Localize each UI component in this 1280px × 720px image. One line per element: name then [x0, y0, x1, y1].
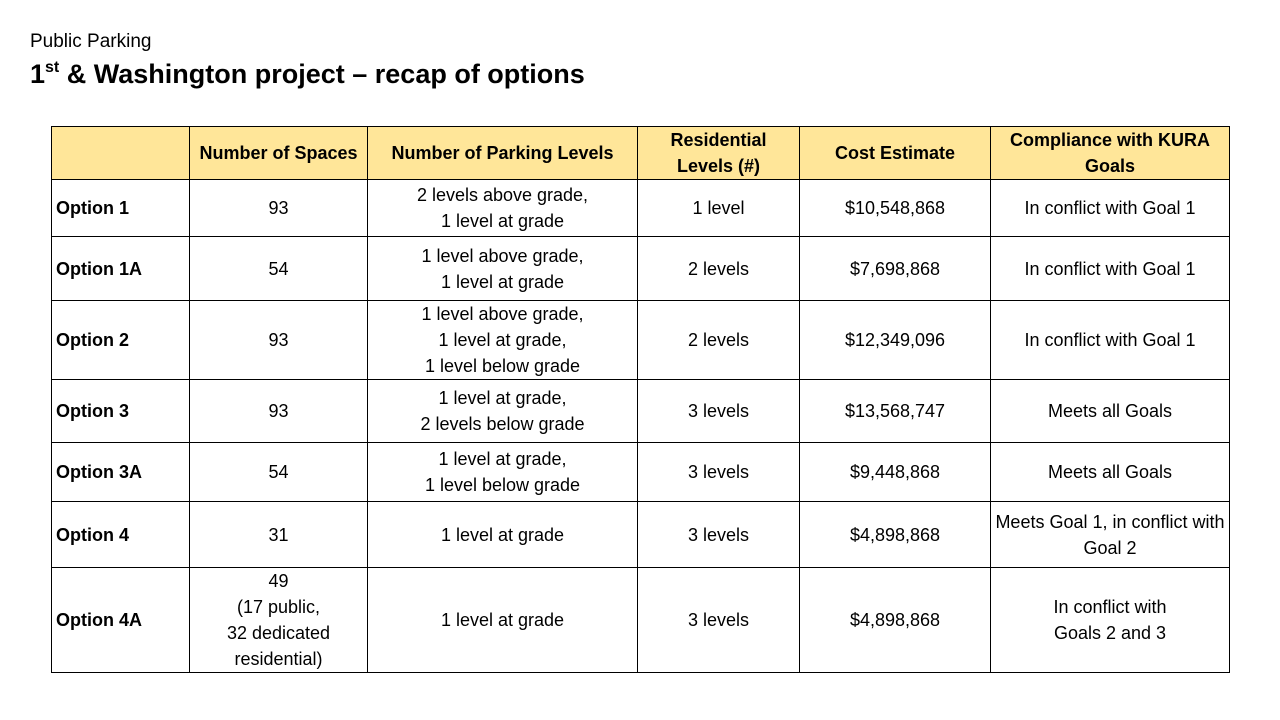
parking-levels-cell: 1 level above grade, 1 level at grade, 1 level below grade [368, 301, 638, 380]
option-name: Option 3 [52, 380, 190, 443]
title-ordinal: 1 [30, 59, 46, 89]
table-row [52, 568, 1230, 673]
title-text: & Washington project – recap of options [59, 59, 585, 89]
page-subtitle: Public Parking [30, 31, 152, 52]
spaces-cell: 31 [190, 502, 368, 568]
options-table [51, 126, 1230, 673]
cost-estimate-cell: $4,898,868 [800, 502, 991, 568]
residential-levels-cell: 3 levels [638, 502, 800, 568]
table-row [52, 502, 1230, 568]
column-header-cost-estimate: Cost Estimate [800, 127, 991, 180]
compliance-cell: In conflict with Goals 2 and 3 [991, 568, 1230, 673]
cost-estimate-cell: $4,898,868 [800, 568, 991, 673]
option-name: Option 1 [52, 180, 190, 237]
cost-estimate-cell: $10,548,868 [800, 180, 991, 237]
parking-levels-cell: 1 level at grade [368, 568, 638, 673]
table-row [52, 301, 1230, 380]
cost-estimate-cell: $9,448,868 [800, 443, 991, 502]
page-title [30, 58, 585, 90]
spaces-cell: 93 [190, 180, 368, 237]
option-name: Option 3A [52, 443, 190, 502]
table-row [52, 380, 1230, 443]
parking-levels-cell: 1 level at grade, 2 levels below grade [368, 380, 638, 443]
option-name: Option 2 [52, 301, 190, 380]
spaces-cell: 49 (17 public, 32 dedicated residential) [190, 568, 368, 673]
table-row [52, 237, 1230, 301]
parking-levels-cell: 1 level at grade, 1 level below grade [368, 443, 638, 502]
spaces-cell: 54 [190, 443, 368, 502]
compliance-cell: Meets all Goals [991, 380, 1230, 443]
compliance-cell: In conflict with Goal 1 [991, 180, 1230, 237]
cost-estimate-cell: $13,568,747 [800, 380, 991, 443]
column-header-residential-levels: Residential Levels (#) [638, 127, 800, 180]
title-ordinal-suffix: st [45, 59, 60, 76]
parking-levels-cell: 1 level at grade [368, 502, 638, 568]
cost-estimate-cell: $7,698,868 [800, 237, 991, 301]
residential-levels-cell: 3 levels [638, 568, 800, 673]
spaces-cell: 93 [190, 301, 368, 380]
parking-levels-cell: 1 level above grade, 1 level at grade [368, 237, 638, 301]
option-name: Option 4A [52, 568, 190, 673]
compliance-cell: In conflict with Goal 1 [991, 301, 1230, 380]
column-header-compliance: Compliance with KURA Goals [991, 127, 1230, 180]
spaces-cell: 93 [190, 380, 368, 443]
residential-levels-cell: 2 levels [638, 237, 800, 301]
residential-levels-cell: 1 level [638, 180, 800, 237]
parking-levels-cell: 2 levels above grade, 1 level at grade [368, 180, 638, 237]
column-header-spaces: Number of Spaces [190, 127, 368, 180]
table-header-row [52, 127, 1230, 180]
compliance-cell: Meets Goal 1, in conflict with Goal 2 [991, 502, 1230, 568]
spaces-cell: 54 [190, 237, 368, 301]
compliance-cell: Meets all Goals [991, 443, 1230, 502]
option-name: Option 4 [52, 502, 190, 568]
option-name: Option 1A [52, 237, 190, 301]
residential-levels-cell: 3 levels [638, 380, 800, 443]
column-header-parking-levels: Number of Parking Levels [368, 127, 638, 180]
residential-levels-cell: 3 levels [638, 443, 800, 502]
compliance-cell: In conflict with Goal 1 [991, 237, 1230, 301]
cost-estimate-cell: $12,349,096 [800, 301, 991, 380]
table-row [52, 443, 1230, 502]
residential-levels-cell: 2 levels [638, 301, 800, 380]
column-header-option [52, 127, 190, 180]
table-row [52, 180, 1230, 237]
